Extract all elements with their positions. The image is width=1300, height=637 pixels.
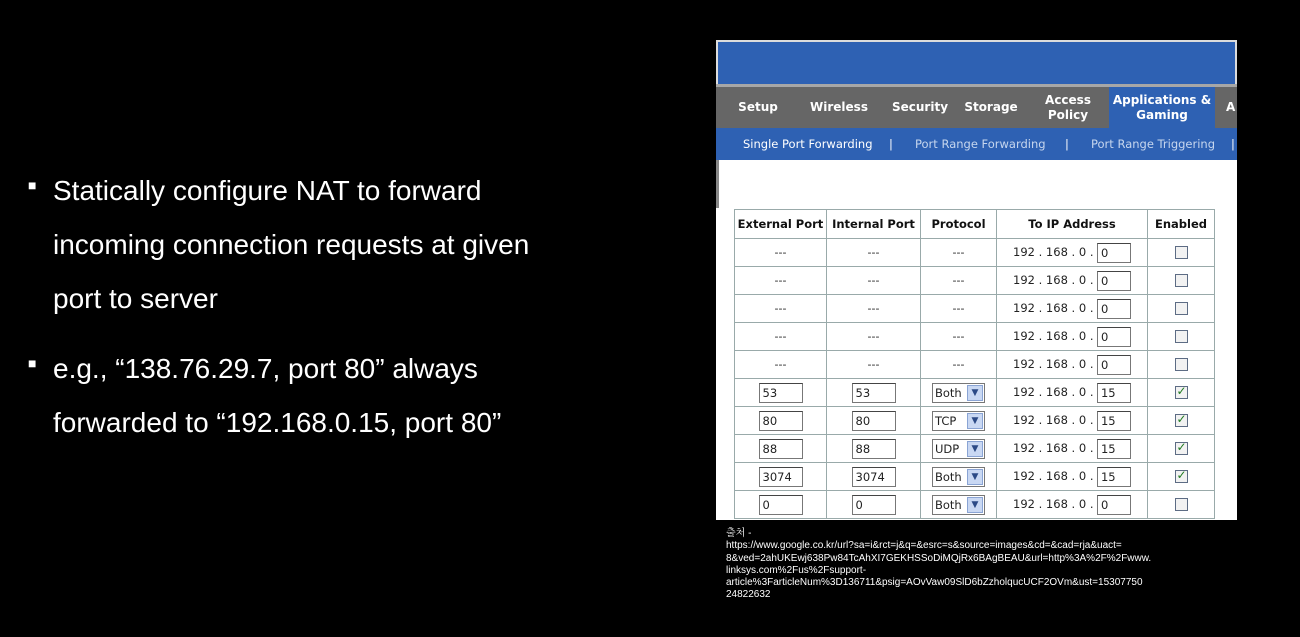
protocol-value: --- [952, 358, 965, 371]
table-row [735, 491, 1215, 519]
enabled-cell [1148, 379, 1215, 407]
internal-port-cell [827, 323, 921, 351]
internal-port-input[interactable]: 3074 [852, 467, 896, 487]
bullet-2-line: e.g., “138.76.29.7, port 80” always [53, 353, 478, 384]
protocol-value: --- [952, 330, 965, 343]
internal-port-value: --- [867, 330, 880, 343]
enabled-cell [1148, 407, 1215, 435]
bullet-1 [28, 164, 668, 326]
enabled-checkbox[interactable] [1175, 442, 1188, 455]
col-enabled: Enabled [1148, 210, 1215, 239]
enabled-cell [1148, 491, 1215, 519]
protocol-select[interactable] [932, 383, 985, 403]
internal-port-cell [827, 407, 921, 435]
enabled-cell [1148, 295, 1215, 323]
internal-port-input[interactable]: 53 [852, 383, 896, 403]
ip-address-cell [997, 239, 1148, 267]
external-port-input[interactable]: 0 [759, 495, 803, 515]
protocol-value: --- [952, 274, 965, 287]
external-port-cell [735, 379, 827, 407]
internal-port-cell [827, 267, 921, 295]
router-banner [716, 40, 1237, 86]
enabled-checkbox[interactable] [1175, 414, 1188, 427]
protocol-cell [921, 267, 997, 295]
ip-prefix: 192 . 168 . 0 . [1013, 384, 1094, 399]
protocol-value: UDP [935, 441, 960, 456]
protocol-cell [921, 463, 997, 491]
ip-address-cell [997, 491, 1148, 519]
ip-prefix: 192 . 168 . 0 . [1013, 356, 1094, 371]
ip-address-cell [997, 351, 1148, 379]
ip-last-octet-input[interactable]: 0 [1097, 327, 1131, 347]
bullet-1-line: Statically configure NAT to forward [53, 175, 482, 206]
protocol-cell [921, 323, 997, 351]
internal-port-value: --- [867, 246, 880, 259]
protocol-cell [921, 295, 997, 323]
enabled-cell [1148, 435, 1215, 463]
col-external-port: External Port [735, 210, 827, 239]
enabled-checkbox[interactable] [1175, 246, 1188, 259]
external-port-value: --- [774, 330, 787, 343]
menu-access-policy[interactable]: Access Policy [1045, 92, 1091, 122]
external-port-input[interactable]: 3074 [759, 467, 803, 487]
external-port-input[interactable]: 88 [759, 439, 803, 459]
table-row [735, 323, 1215, 351]
external-port-cell [735, 295, 827, 323]
enabled-cell [1148, 267, 1215, 295]
protocol-value: Both [935, 469, 962, 484]
internal-port-cell [827, 239, 921, 267]
protocol-select[interactable] [932, 411, 985, 431]
menu-security[interactable]: Security [891, 100, 949, 114]
protocol-cell [921, 379, 997, 407]
external-port-cell [735, 491, 827, 519]
ip-address-cell [997, 379, 1148, 407]
router-submenu [716, 128, 1237, 160]
enabled-checkbox[interactable] [1175, 358, 1188, 371]
ip-address-cell [997, 463, 1148, 491]
protocol-value: Both [935, 497, 962, 512]
content-area-edge [716, 160, 1237, 208]
protocol-cell [921, 435, 997, 463]
slide-bullets [28, 164, 668, 466]
col-protocol: Protocol [921, 210, 997, 239]
table-row [735, 435, 1215, 463]
internal-port-cell [827, 491, 921, 519]
external-port-value: --- [774, 246, 787, 259]
table-row [735, 463, 1215, 491]
menu-wireless[interactable]: Wireless [810, 100, 868, 114]
external-port-input[interactable]: 53 [759, 383, 803, 403]
enabled-checkbox[interactable] [1175, 498, 1188, 511]
table-row [735, 407, 1215, 435]
chevron-down-icon[interactable]: ▼ [967, 497, 983, 513]
submenu-separator: | [1231, 137, 1235, 151]
source-line: 출처 - [726, 528, 752, 539]
menu-setup[interactable]: Setup [738, 100, 778, 114]
internal-port-cell [827, 351, 921, 379]
external-port-cell [735, 323, 827, 351]
col-to-ip-address: To IP Address [997, 210, 1148, 239]
submenu-single-port-forwarding[interactable]: Single Port Forwarding [743, 137, 873, 151]
protocol-select[interactable] [932, 467, 985, 487]
internal-port-value: --- [867, 274, 880, 287]
protocol-cell [921, 239, 997, 267]
internal-port-input[interactable]: 80 [852, 411, 896, 431]
ip-prefix: 192 . 168 . 0 . [1013, 272, 1094, 287]
protocol-cell [921, 407, 997, 435]
bullet-square-icon: ■ [28, 355, 37, 371]
internal-port-cell [827, 463, 921, 491]
external-port-cell [735, 267, 827, 295]
ip-address-cell [997, 323, 1148, 351]
internal-port-value: --- [867, 358, 880, 371]
ip-prefix: 192 . 168 . 0 . [1013, 412, 1094, 427]
enabled-checkbox[interactable] [1175, 302, 1188, 315]
ip-last-octet-input[interactable]: 0 [1097, 299, 1131, 319]
ip-last-octet-input[interactable]: 0 [1097, 495, 1131, 515]
menu-storage[interactable]: Storage [964, 100, 1018, 114]
external-port-value: --- [774, 274, 787, 287]
ip-last-octet-input[interactable]: 0 [1097, 355, 1131, 375]
bullet-square-icon: ■ [28, 177, 37, 193]
table-header-row [735, 210, 1215, 239]
ip-prefix: 192 . 168 . 0 . [1013, 244, 1094, 259]
ip-last-octet-input[interactable]: 15 [1097, 467, 1131, 487]
enabled-checkbox[interactable] [1175, 386, 1188, 399]
ip-address-cell [997, 407, 1148, 435]
ip-last-octet-input[interactable]: 0 [1097, 243, 1131, 263]
enabled-cell [1148, 323, 1215, 351]
protocol-select[interactable] [932, 439, 985, 459]
internal-port-cell [827, 435, 921, 463]
ip-last-octet-input[interactable]: 0 [1097, 271, 1131, 291]
submenu-separator: | [889, 137, 893, 151]
chevron-down-icon[interactable]: ▼ [967, 413, 983, 429]
internal-port-input[interactable]: 88 [852, 439, 896, 459]
table-row [735, 379, 1215, 407]
ip-last-octet-input[interactable]: 15 [1097, 411, 1131, 431]
chevron-down-icon[interactable]: ▼ [967, 441, 983, 457]
enabled-cell [1148, 463, 1215, 491]
table-row [735, 351, 1215, 379]
bullet-1-line: incoming connection requests at given [53, 229, 530, 260]
enabled-checkbox[interactable] [1175, 330, 1188, 343]
external-port-cell [735, 435, 827, 463]
image-source-credit [726, 528, 1236, 602]
ip-last-octet-input[interactable]: 15 [1097, 439, 1131, 459]
submenu-port-range-triggering[interactable]: Port Range Triggering [1091, 137, 1216, 151]
protocol-cell [921, 351, 997, 379]
router-main-menu [716, 84, 1237, 128]
internal-port-cell [827, 379, 921, 407]
bullet-2 [28, 342, 668, 450]
external-port-value: --- [774, 358, 787, 371]
external-port-cell [735, 463, 827, 491]
port-forwarding-table [734, 209, 1215, 519]
protocol-cell [921, 491, 997, 519]
enabled-checkbox[interactable] [1175, 274, 1188, 287]
enabled-checkbox[interactable] [1175, 470, 1188, 483]
enabled-cell [1148, 239, 1215, 267]
ip-prefix: 192 . 168 . 0 . [1013, 468, 1094, 483]
ip-prefix: 192 . 168 . 0 . [1013, 440, 1094, 455]
protocol-value: TCP [935, 413, 957, 428]
protocol-value: Both [935, 385, 962, 400]
menu-next[interactable]: A [1226, 100, 1236, 114]
internal-port-cell [827, 295, 921, 323]
internal-port-value: --- [867, 302, 880, 315]
external-port-input[interactable]: 80 [759, 411, 803, 431]
external-port-cell [735, 407, 827, 435]
protocol-value: --- [952, 246, 965, 259]
ip-last-octet-input[interactable]: 15 [1097, 383, 1131, 403]
table-row [735, 267, 1215, 295]
bullet-1-line: port to server [53, 283, 218, 314]
source-line[interactable]: 24822632 [726, 589, 771, 601]
enabled-cell [1148, 351, 1215, 379]
menu-applications-gaming[interactable]: Applications & Gaming [1109, 87, 1215, 128]
protocol-select[interactable] [932, 495, 985, 515]
table-row [735, 295, 1215, 323]
ip-address-cell [997, 435, 1148, 463]
chevron-down-icon[interactable]: ▼ [967, 385, 983, 401]
submenu-separator: | [1065, 137, 1069, 151]
source-line[interactable]: 8&ved=2ahUKEwj638Pw84TcAhXI7GEKHSSoDiMQjRx6BAgBEAU&url=http%3A%2F%2Fwww. [726, 552, 1152, 564]
source-line[interactable]: linksys.com%2Fus%2Fsupport- [726, 564, 867, 576]
protocol-value: --- [952, 302, 965, 315]
ip-address-cell [997, 295, 1148, 323]
external-port-cell [735, 351, 827, 379]
router-screenshot [716, 40, 1237, 520]
external-port-value: --- [774, 302, 787, 315]
source-line[interactable]: article%3FarticleNum%3D136711&psig=AOvVaw09SlD6bZzholqucUCF2OVm&ust=15307750 [726, 577, 1143, 589]
ip-address-cell [997, 267, 1148, 295]
col-internal-port: Internal Port [827, 210, 921, 239]
table-row [735, 239, 1215, 267]
submenu-port-range-forwarding[interactable]: Port Range Forwarding [915, 137, 1046, 151]
ip-prefix: 192 . 168 . 0 . [1013, 300, 1094, 315]
bullet-2-line: forwarded to “192.168.0.15, port 80” [53, 407, 502, 438]
source-line[interactable]: https://www.google.co.kr/url?sa=i&rct=j&q=&esrc=s&source=images&cd=&cad=rja&uact= [726, 540, 1122, 552]
ip-prefix: 192 . 168 . 0 . [1013, 328, 1094, 343]
internal-port-input[interactable]: 0 [852, 495, 896, 515]
external-port-cell [735, 239, 827, 267]
ip-prefix: 192 . 168 . 0 . [1013, 496, 1094, 511]
chevron-down-icon[interactable]: ▼ [967, 469, 983, 485]
